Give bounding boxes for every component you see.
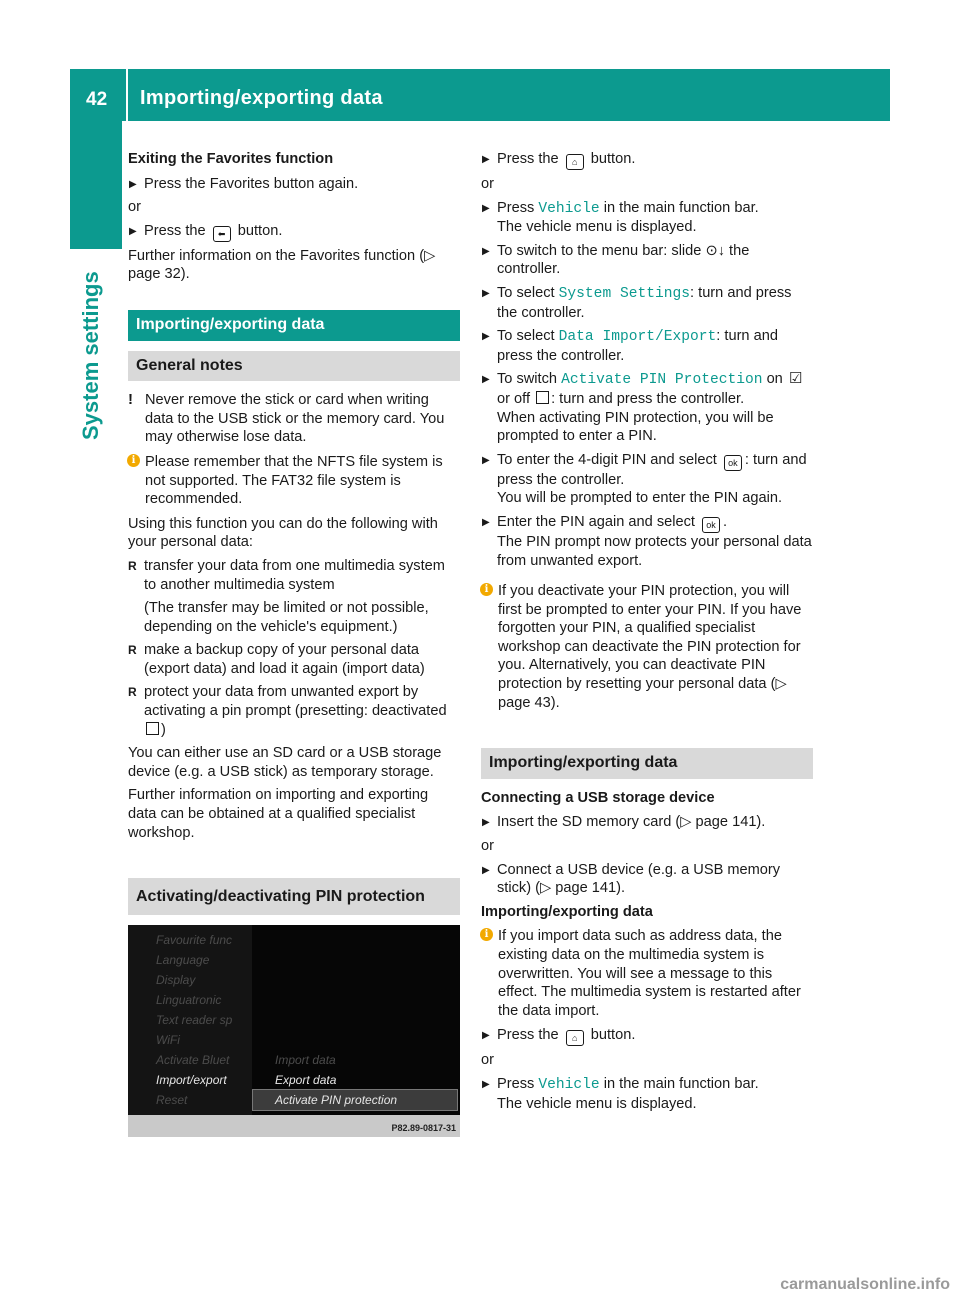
right-step-5: ▶ To select Data Import/Export: turn and press the controller.	[481, 327, 813, 365]
info-icon: i	[127, 454, 140, 467]
ok-icon: ok	[702, 517, 720, 533]
list-item: R make a backup copy of your personal data (export data) and load it again (import data)	[128, 641, 460, 678]
right-step-7: ▶ To enter the 4-digit PIN and select ok : turn and press the controller. You will be prompted to enter the PIN again.	[481, 451, 813, 508]
info-note-3: i If you import data such as address data, the existing data on the multimedia system is overwritten. You will see a message to this effect. The multimedia system is restarted after the data import.	[481, 927, 813, 1020]
fav-step-2: ▶ Press the ⬅ button.	[128, 222, 460, 242]
info-note-2: i If you deactivate your PIN protection, you will first be prompted to enter your PIN. If you have forgotten your PIN, a qualified specialist workshop can deactivate the PIN protection for you. Alternatively, you can deactivate PIN protection by resetting your personal data (▷ page 43).	[481, 582, 813, 712]
or-text: or	[481, 1052, 494, 1069]
warning-note: ! Never remove the stick or card when writing data to the USB stick or the memory card. You may otherwise lose data.	[128, 391, 445, 446]
right-step-10: ▶ Press Vehicle in the main function bar. The vehicle menu is displayed.	[481, 1075, 813, 1113]
section-title-importing-2: Importing/exporting data	[481, 748, 813, 779]
fav-step-1: ▶ Press the Favorites button again.	[128, 175, 460, 194]
screen-menu-item-active: Import/export	[156, 1073, 227, 1088]
car-button-icon: ⌂	[566, 154, 584, 170]
or-text: or	[481, 176, 494, 192]
pin-section-title: Activating/deactivating PIN protection	[128, 878, 460, 915]
further-text: Further information on importing and exporting data can be obtained at a qualified specialist workshop.	[128, 787, 429, 841]
right-step-1: ▶ Press the ⌂ button.	[481, 150, 813, 170]
screen-menu-item: Language	[156, 953, 210, 968]
checkbox-checked-icon: ☑	[788, 370, 803, 388]
right-step-4: ▶ To select System Settings: turn and press the controller.	[481, 284, 813, 322]
info-note-1: i Please remember that the NFTS file system is not supported. The FAT32 file system is recommended.	[128, 453, 460, 509]
checkbox-empty-icon	[146, 722, 159, 735]
bullet1-note: (The transfer may be limited or not possible, depending on the vehicle's equipment.)	[144, 600, 429, 635]
fav-info: Further information on the Favorites function (▷ page 32).	[128, 247, 436, 283]
or-text: or	[481, 838, 494, 855]
general-notes-title: General notes	[128, 351, 460, 382]
screen-submenu-item: Import data	[275, 1053, 336, 1068]
info-icon: i	[480, 583, 493, 596]
section-title-importing: Importing/exporting data	[128, 310, 460, 341]
list-item: R transfer your data from one multimedia system to another multimedia system	[128, 557, 460, 594]
info-icon: i	[480, 928, 493, 941]
screen-menu-item: Linguatronic	[156, 993, 222, 1008]
image-reference: P82.89-0817-31	[391, 1123, 456, 1134]
ok-icon: ok	[724, 455, 742, 471]
right-step-6: ▶ To switch Activate PIN Protection on ☑ or off : turn and press the controller. When activating PIN protection, you will be prompted to enter a PIN.	[481, 370, 813, 445]
screen-menu-item: Display	[156, 973, 196, 988]
using-text: Using this function you can do the following with your personal data:	[128, 515, 438, 551]
sidebar-block	[70, 121, 122, 249]
connect-title: Connecting a USB storage device	[481, 789, 715, 806]
connect-step-2: ▶ Connect a USB device (e.g. a USB memory stick) (▷ page 141).	[481, 861, 813, 898]
header-divider	[126, 69, 128, 121]
screen-submenu-item: Export data	[275, 1073, 337, 1088]
checkbox-empty-icon	[536, 391, 549, 404]
right-step-9: ▶ Press the ⌂ button.	[481, 1026, 813, 1046]
right-column	[481, 150, 813, 1118]
or-text: or	[128, 199, 141, 216]
right-step-2: ▶ Press Vehicle in the main function bar. The vehicle menu is displayed.	[481, 199, 813, 237]
favorites-exit-title: Exiting the Favorites function	[128, 151, 334, 167]
screen-menu-item: Favourite func	[156, 933, 233, 948]
screen-menu-item: Reset	[156, 1093, 188, 1108]
screen-menu-item: Activate Bluet	[156, 1053, 230, 1068]
screen-submenu-item-active: Activate PIN protection	[275, 1093, 398, 1108]
page-title: Importing/exporting data	[140, 87, 383, 109]
watermark-url: carmanualsonline.info	[780, 1276, 950, 1293]
multimedia-screenshot	[128, 925, 460, 1137]
car-button-icon: ⌂	[566, 1030, 584, 1046]
impexp-title: Importing/exporting data	[481, 903, 653, 920]
warning-icon: !	[128, 391, 133, 409]
screen-menu-item: Text reader sp	[156, 1013, 233, 1028]
storage-text: You can either use an SD card or a USB storage device (e.g. a USB stick) as temporary storage.	[128, 745, 442, 780]
back-button-icon: ⬅	[213, 226, 231, 242]
connect-step-1: ▶ Insert the SD memory card (▷ page 141).	[481, 813, 813, 832]
screen-menu-item: WiFi	[156, 1033, 180, 1048]
list-item: R protect your data from unwanted export by activating a pin prompt (presetting: deactivated )	[128, 683, 460, 739]
right-step-3: ▶ To switch to the menu bar: slide ⊙↓ the controller.	[481, 242, 813, 279]
right-step-8: ▶ Enter the PIN again and select ok . The PIN prompt now protects your personal data from unwanted export.	[481, 513, 813, 570]
page-number: 42	[86, 89, 108, 110]
left-column	[128, 150, 460, 1137]
